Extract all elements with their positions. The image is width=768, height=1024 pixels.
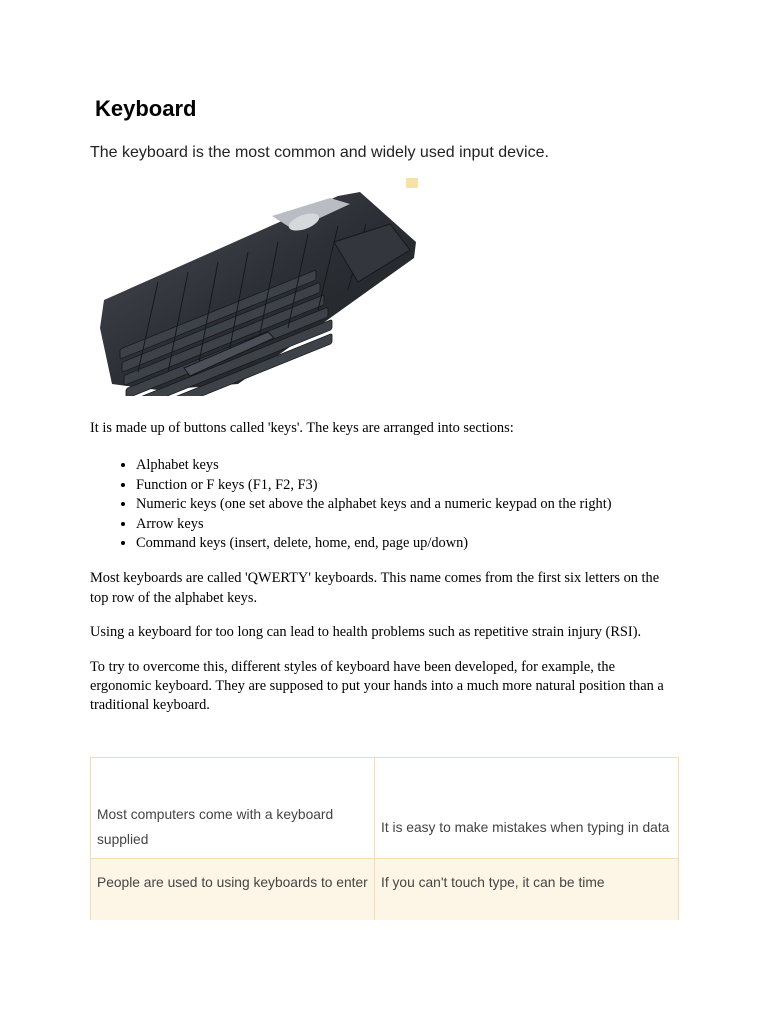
keyboard-icon (98, 172, 428, 396)
list-item: • Function or F keys (F1, F2, F3) (136, 476, 670, 495)
table-row (91, 758, 679, 859)
lead-paragraph: It is made up of buttons called 'keys'. The keys are arranged into sections: (90, 420, 514, 436)
intro-text: The keyboard is the most common and widely used input device. (90, 144, 549, 161)
list-item: • Arrow keys (136, 515, 670, 534)
body-content (90, 419, 670, 716)
table-cell: People are used to using keyboards to enter (91, 859, 375, 921)
table-row (91, 859, 679, 921)
rsi-paragraph: Using a keyboard for too long can lead to health problems such as repetitive strain injury (RSI). (90, 624, 642, 641)
list-item: • Alphabet keys (136, 456, 670, 475)
table-cell: If you can't touch type, it can be time (375, 859, 679, 921)
table-cell: It is easy to make mistakes when typing in data (375, 758, 679, 859)
ergonomic-paragraph: To try to overcome this, different styles of keyboard have been developed, for example, the ergonomic keyboard. They are supposed to put your hands into a much more natural position than a traditional keyboard. (90, 658, 664, 714)
keyboard-photo (98, 172, 428, 396)
list-item: • Numeric keys (one set above the alphabet keys and a numeric keypad on the right) (136, 495, 670, 514)
pros-cons-table (90, 757, 679, 920)
page-title: Keyboard (95, 96, 197, 121)
list-item: • Command keys (insert, delete, home, end, page up/down) (136, 534, 670, 553)
table-cell: Most computers come with a keyboard supplied (91, 758, 375, 859)
qwerty-paragraph: Most keyboards are called 'QWERTY' keyboards. This name comes from the first six letters on the top row of the alphabet keys. (90, 570, 660, 606)
sections-list (90, 456, 670, 553)
